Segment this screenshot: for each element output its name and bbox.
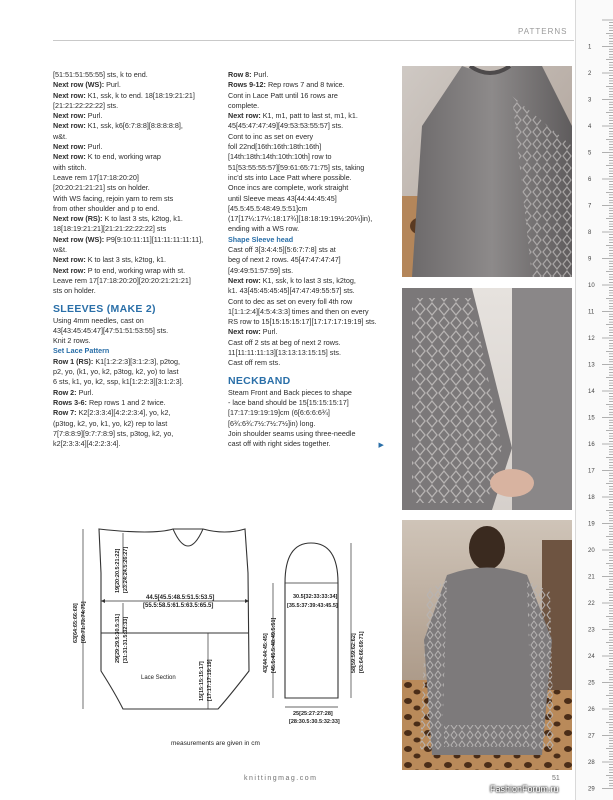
row-label: Next row: [53,90,88,100]
instruction-text: Cont to dec as set on every foll 4th row [228,296,353,306]
instruction-text: [17:17:19:19:19]cm (6[6:6:6:6¾] [228,408,330,418]
instruction-line [228,224,388,234]
instruction-line [53,183,216,193]
instruction-line [228,327,388,337]
instruction-text: p2, yo, (k1, yo, k2, p3tog, k2, yo) to last [53,367,179,377]
instruction-text: K2[2:3:3:4][4:2:2:3:4], yo, k2, [78,408,171,418]
ruler-label: 15 [588,415,595,422]
instruction-line [53,80,216,90]
sleeve-head-rows [228,245,388,369]
neckband-heading: NECKBAND [228,374,291,387]
instruction-text: Join shoulder seams using three-needle [228,428,356,438]
instruction-text: complete. [228,100,260,110]
instruction-line [228,152,388,162]
lace-length-label-2: [17:17:17:19:19] [207,659,213,701]
instruction-line [53,316,216,326]
instruction-line [228,101,388,111]
instruction-line [53,276,216,286]
instruction-line [228,348,388,358]
instruction-text: [21:21:22:22:22] sts. [53,100,119,110]
ruler-label: 12 [588,336,595,342]
instruction-line [53,163,216,173]
row-label: Next row: [53,152,88,162]
lace-pattern-rows [53,357,216,450]
pattern-column-2 [228,70,388,451]
instruction-line [53,132,216,142]
instruction-line [53,266,216,276]
row-label: Next row: [228,275,263,285]
ruler-label: 27 [588,733,595,740]
instruction-line [53,429,216,439]
ruler-label: 13 [588,362,595,369]
row-label: Row 2: [53,387,79,397]
row-label: Rows 3-6: [53,397,89,407]
sleeve-lace-photo [402,288,572,510]
ruler-label: 1 [588,44,592,51]
instruction-text: until Sleeve meas 43[44:44:45:45] [228,193,337,203]
front-instructions [53,70,216,297]
ruler-label: 2 [588,71,592,77]
instruction-line [228,266,388,276]
ruler-label: 14 [588,389,595,395]
instruction-text: 7[7:8:8:9][9:7:7:8:9] sts, p3tog, k2, yo, [53,428,174,438]
instruction-line [228,70,388,80]
instruction-text: Purl. [262,327,278,337]
instruction-line [228,214,388,224]
instruction-text: Once incs are complete, work straight [228,183,349,193]
row-label: Next row: [53,265,88,275]
instruction-text: [14th:18th:14th:10th:10th] row to [228,152,332,162]
instruction-line [53,408,216,418]
instruction-text: ending with a WS row. [228,224,300,234]
instruction-text: K to end, working wrap [87,152,161,162]
ruler-label: 18 [588,495,595,501]
instruction-line [228,163,388,173]
instruction-text: Purl. [106,80,121,90]
instruction-text: foll 22nd[16th:16th:18th:16th] [228,142,322,152]
instruction-text: Purl. [87,142,103,152]
neck-depth-label-2: [23:24:24.5:26:27] [123,546,129,593]
instruction-line [53,235,216,245]
instruction-text: w&t. [53,131,67,141]
instruction-text: K1, m1, patt to last st, m1, k1. [262,111,358,121]
ruler-label: 9 [588,256,592,263]
ruler-label: 10 [588,283,595,289]
instruction-text: With WS facing, rejoin yarn to rem sts [53,193,174,203]
instruction-text: K to last 3 sts, k2tog, k1. [104,214,183,224]
instruction-text: with stitch. [53,162,87,172]
instruction-text: w&t. [53,245,67,255]
measurements-caption: measurements are given in cm [171,740,260,747]
neck-depth-label: 19[20:20.5:21:22] [115,548,121,593]
ruler-label: 19 [588,521,595,528]
sleeve-outline [285,543,338,698]
ruler-label: 25 [588,680,595,687]
lace-section-label: Lace Section [141,675,176,681]
instruction-text: Leave rem 17[17:18:20:20][20:20:21:21:21] [53,275,191,285]
row-label: Next row: [53,121,88,131]
lace-length-label: 15[15:15:15:17] [199,661,205,701]
back-shoulder-photo [402,66,572,277]
row-label: Next row (WS): [53,234,107,244]
instruction-line [53,357,216,367]
instruction-text: Using 4mm needles, cast on [53,315,144,325]
instruction-line [228,204,388,214]
instruction-line [228,398,388,408]
body-width-label: 44.5[45.5:48.5:51.5:53.5] [146,595,215,601]
ruler-label: 7 [588,203,592,210]
instruction-line [53,326,216,336]
instruction-line [228,80,388,90]
section-label: PATTERNS [518,27,568,36]
sleeve-length-label-2: [45.5:45.5:48:49.5:51] [271,617,277,673]
instruction-line [53,367,216,377]
sleeve-length-label: 43[44:44:45:45] [263,633,269,673]
instruction-line [228,297,388,307]
ruler-label: 11 [588,309,595,316]
instruction-text: 43[43:45:45:47][47:51:51:53:55] sts. [53,325,169,335]
instruction-text: from other shoulder and p to end. [53,203,160,213]
instruction-line [228,183,388,193]
instruction-line [53,70,216,80]
instruction-text: Steam Front and Back pieces to shape [228,387,352,397]
instruction-text: P9[9:10:11:11][11:11:11:11:11], [106,234,204,244]
instruction-line [53,377,216,387]
armhole-length-label-2: [31:31:31.5:32:33] [123,616,129,663]
instruction-text: inc'd sts into Lace Patt where possible. [228,172,352,182]
instruction-line [53,173,216,183]
model-back-photo [402,520,572,770]
instruction-line [53,224,216,234]
instruction-text: Cont to inc as set on every [228,131,314,141]
instruction-line [228,317,388,327]
instruction-text: Rep rows 7 and 8 twice. [267,80,345,90]
instruction-text: Rep rows 1 and 2 twice. [88,397,166,407]
instruction-text: Purl. [87,111,103,121]
instruction-line [228,338,388,348]
instruction-line [53,419,216,429]
instruction-text: Leave rem 17[17:18:20:20] [53,172,139,182]
ruler-label: 23 [588,627,595,634]
ruler-label: 5 [588,150,592,157]
garment-schematic [53,513,398,763]
ruler-label: 16 [588,442,595,448]
instruction-text: k2[2:3:3:4][4:2:2:3:4]. [53,439,121,449]
row-label: Next row: [228,111,263,121]
body-length-label: 63[64:65:66:68] [73,603,79,643]
instruction-line [53,388,216,398]
ruler-label: 21 [588,574,595,581]
instruction-line [53,439,216,449]
sleeve-total-label-2: [63:64:66:69:71] [359,631,365,673]
body-outline [99,529,249,709]
row-label: Row 8: [228,70,254,79]
ruler-label: 3 [588,97,592,104]
instruction-text: RS row to 15[15:15:15:17][17:17:17:19:19] sts. [228,317,377,327]
ruler-label: 26 [588,707,595,713]
instruction-text: [45.5:45.5:48:49.5:51]cm [228,203,308,213]
instruction-line [228,142,388,152]
instruction-line [228,121,388,131]
instruction-text: k1. 43[45:45:45:45][47:47:49:55:57] sts. [228,286,355,296]
continue-arrow-icon: ▶ [378,440,384,450]
instruction-text: cast off with right sides together. [228,439,331,449]
instruction-text: [6¾:6¾:7½:7½:7½]in) long. [228,418,316,428]
row-label: Row 7: [53,408,79,418]
page-number: 51 [552,775,560,782]
instruction-line [228,245,388,255]
instruction-text: Purl. [78,387,94,397]
header-divider [53,40,574,41]
instruction-line [228,429,388,439]
page-ruler [575,0,613,800]
instruction-text: P to end, working wrap with st. [87,265,186,275]
instruction-line [53,152,216,162]
instruction-line [53,286,216,296]
ruler-label: 28 [588,760,595,766]
instruction-line [228,132,388,142]
instruction-text: Knit 2 rows. [53,336,91,346]
instruction-text: beg of next 2 rows. 45[47:47:47:47] [228,255,341,265]
instruction-text: Purl. [253,70,269,79]
instruction-text: (17[17¼:17¼:18:17¾][18:18:19:19½:20¼]in), [228,214,373,224]
instruction-line [228,408,388,418]
ruler-label: 6 [588,177,592,183]
body-length-label-2: [69:71:73:74:75] [81,601,87,643]
sleeve-instructions [228,70,388,235]
footer-url: knittingmag.com [244,775,318,782]
row-label: Rows 9-12: [228,80,268,90]
row-label: Row 1 (RS): [53,356,96,366]
instruction-line [228,91,388,101]
instruction-text: sts on holder. [53,286,96,296]
instruction-text: - lace band should be 15[15:15:15:17] [228,397,349,407]
ruler-label: 29 [588,786,595,793]
instruction-line [228,286,388,296]
instruction-text: 11[11:11:11:13][13:13:13:15:15] sts. [228,348,341,358]
row-label: Next row: [53,111,88,121]
instruction-line [53,336,216,346]
cuff-label-2: [28:30.5:30.5:32:33] [289,719,340,725]
instruction-line [228,307,388,317]
instruction-text: [51:51:51:55:55] sts, k to end. [53,70,148,79]
sleeve-top-label: 30.5[32:33:33:34] [293,594,338,600]
row-label: Next row: [53,142,88,152]
instruction-line [53,214,216,224]
instruction-line [53,91,216,101]
instruction-text: Cast off rem sts. [228,358,281,368]
instruction-text: K1, ssk, k to end. 18[18:19:21:21] [87,90,195,100]
instruction-text: Cont in Lace Patt until 16 rows are [228,90,338,100]
instruction-line [53,204,216,214]
instruction-line [53,398,216,408]
instruction-text: K to last 3 sts, k2tog, k1. [87,255,167,265]
instruction-text: K1, ssk, k6[6:7:8:8][8:8:8:8:8], [87,121,183,131]
instruction-line [53,255,216,265]
watermark: FashionForum.ru [490,784,559,794]
instruction-line [53,245,216,255]
instruction-line [53,142,216,152]
shape-sleeve-head-heading: Shape Sleeve head [228,234,294,244]
instruction-line [53,121,216,131]
instruction-text: 45[45:47:47:49][49:53:53:55:57] sts. [228,121,344,131]
instruction-line [53,194,216,204]
instruction-line [228,194,388,204]
ruler-label: 8 [588,230,592,236]
pattern-column-1 [53,70,216,449]
instruction-line [228,358,388,368]
instruction-text: [49:49:51:57:59] sts. [228,265,294,275]
row-label: Next row: [228,327,263,337]
instruction-line [228,388,388,398]
instruction-line [228,419,388,429]
row-label: Next row (RS): [53,214,105,224]
row-label: Next row (WS): [53,80,107,90]
armhole-length-label: 29[29:29.5:30.5:31] [115,614,121,663]
instruction-line [53,101,216,111]
instruction-line [53,111,216,121]
ruler-label: 22 [588,601,595,607]
row-label: Next row: [53,255,88,265]
instruction-text: [20:20:21:21:21] sts on holder. [53,183,150,193]
sleeves-intro [53,316,216,347]
instruction-text: (p3tog, k2, yo, k1, yo, k2) rep to last [53,418,168,428]
instruction-text: Cast off 3[3:4:4:5][5:6:7:7:8] sts at [228,245,336,255]
body-width-label-2: [55.5:58.5:61.5:63.5:65.5] [143,603,214,609]
instruction-text: 1[1:1:2:4][4:5:4:3:3] times and then on every [228,306,369,316]
ruler-label: 17 [588,468,595,475]
sleeve-total-label: 58[59:59:62:62] [351,633,357,673]
instruction-text: K1[1:2:2:3][3:1:2:3], p2tog, [95,356,181,366]
ruler-label: 24 [588,654,595,660]
sleeve-top-label-2: [35.5:37:39:43:45.5] [287,603,338,609]
instruction-text: Cast off 2 sts at beg of next 2 rows. [228,337,341,347]
lace-pattern-heading: Set Lace Pattern [53,346,110,356]
instruction-text: K1, ssk, k to last 3 sts, k2tog, [262,275,356,285]
instruction-text: 6 sts, k1, yo, k2, ssp, k1[1:2:2:3][3:1:2:3]. [53,377,184,387]
ruler-label: 20 [588,548,595,554]
instruction-text: 18[18:19:21:21][21:21:22:22:22] sts [53,224,167,234]
instruction-line [228,255,388,265]
instruction-line [228,276,388,286]
instruction-line [228,111,388,121]
sleeves-heading: SLEEVES (MAKE 2) [53,302,156,315]
cuff-label: 25[25:27:27:28] [293,711,333,717]
ruler-label: 4 [588,124,592,130]
instruction-line [228,173,388,183]
instruction-text: 51[53:55:55:57][59:61:65:71:75] sts, taking [228,162,365,172]
